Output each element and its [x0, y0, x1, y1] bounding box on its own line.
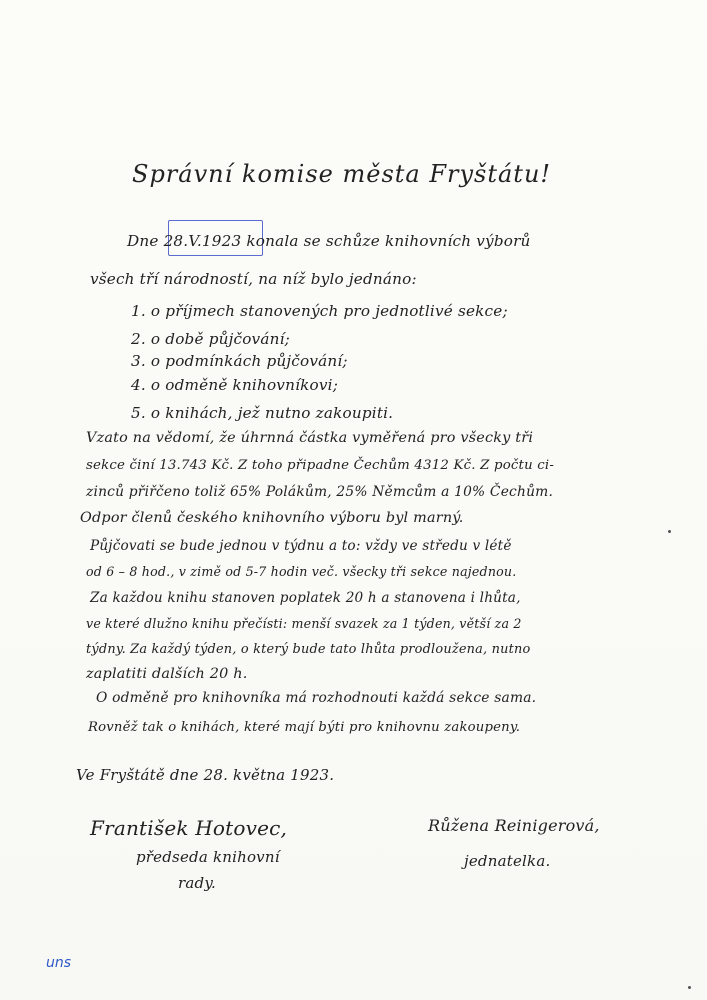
body-line-5: Půjčovati se bude jednou v týdnu a to: vždy ve středu v létě: [90, 538, 512, 554]
intro-line-1: Dne 28.V.1923 konala se schůze knihovních výborů: [127, 232, 531, 250]
body-line-7: Za každou knihu stanoven poplatek 20 h a stanovena i lhůta,: [90, 590, 521, 606]
paper-speck: [668, 530, 671, 533]
signature-left-name: František Hotovec,: [90, 816, 288, 840]
signature-left-role-2: rady.: [178, 874, 216, 892]
body-line-4: Odpor členů českého knihovního výboru byl marný.: [80, 510, 464, 526]
body-line-8: ve které dlužno knihu přečísti: menší svazek za 1 týden, větší za 2: [86, 616, 522, 631]
agenda-item-4: 4. o odměně knihovníkovi;: [131, 376, 339, 394]
body-line-10: zaplatiti dalších 20 h.: [86, 666, 248, 682]
place-date: Ve Fryštátě dne 28. května 1923.: [76, 766, 335, 784]
agenda-item-1: 1. o příjmech stanovených pro jednotlivé sekce;: [131, 302, 508, 320]
signature-right-role: jednatelka.: [464, 852, 551, 870]
agenda-item-5: 5. o knihách, jež nutno zakoupiti.: [131, 404, 394, 422]
intro-line-2: všech tří národností, na níž bylo jednáno:: [90, 270, 417, 288]
signature-right-name: Růžena Reinigerová,: [428, 816, 600, 835]
agenda-item-2: 2. o době půjčování;: [131, 330, 290, 348]
letter-title: Správní komise města Fryštátu!: [132, 160, 552, 188]
body-line-1: Vzato na vědomí, že úhrnná částka vyměřená pro všecky tři: [86, 430, 534, 446]
body-line-12: Rovněž tak o knihách, které mají býti pro knihovnu zakoupeny.: [88, 720, 521, 735]
agenda-item-3: 3. o podmínkách půjčování;: [131, 352, 348, 370]
archive-mark: uns: [46, 955, 72, 971]
body-line-9: týdny. Za každý týden, o který bude tato lhůta prodloužena, nutno: [86, 642, 531, 657]
body-line-6: od 6 – 8 hod., v zimě od 5-7 hodin več. všecky tři sekce najednou.: [86, 564, 517, 579]
paper-speck: [688, 986, 691, 989]
body-line-2: sekce činí 13.743 Kč. Z toho připadne Čechům 4312 Kč. Z počtu ci-: [86, 458, 555, 473]
signature-left-role-1: předseda knihovní: [136, 848, 280, 866]
body-line-3: zinců přiřčeno toliž 65% Polákům, 25% Němcům a 10% Čechům.: [86, 484, 554, 500]
body-line-11: O odměně pro knihovníka má rozhodnouti každá sekce sama.: [96, 690, 537, 706]
